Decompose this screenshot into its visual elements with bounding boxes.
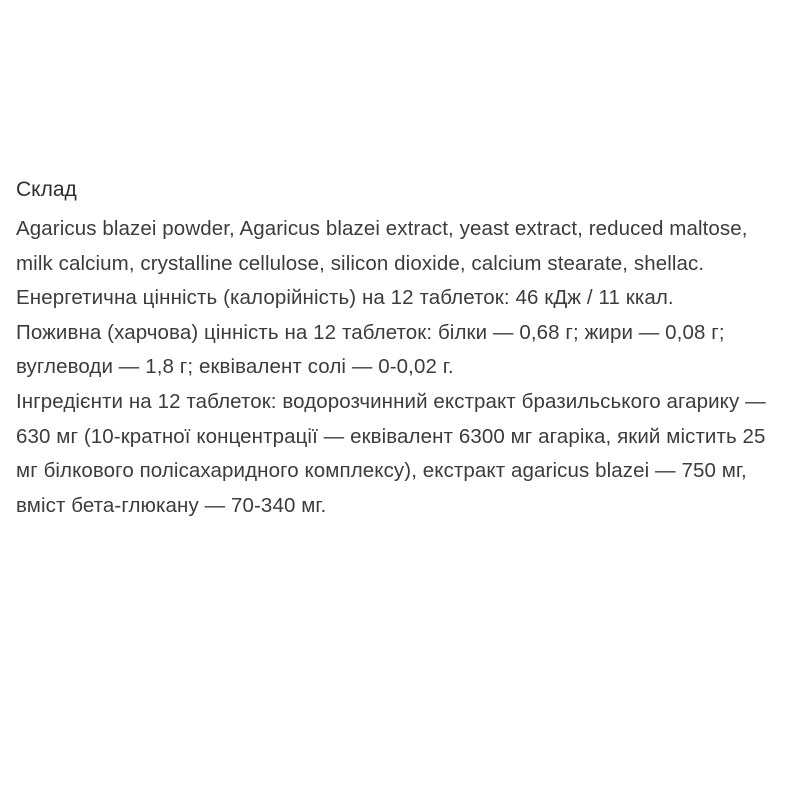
nutrition-value-text: Поживна (харчова) цінність на 12 таблеток: білки — 0,68 г; жири — 0,08 г; вуглеводи — 1,8 г; еквівалент солі — 0-0,02 г. — [16, 320, 725, 379]
section-title: Склад — [16, 178, 77, 201]
ingredients-text: Agaricus blazei powder, Agaricus blazei extract, yeast extract, reduced maltose, milk calcium, crystalline cellulose, silicon dioxide, calcium stearate, shellac. — [16, 217, 748, 275]
ingredients-per-tablets-text: Інгредієнти на 12 таблеток: водорозчинний екстракт бразильського агарику — 630 мг (10-кратної концентрації — еквівалент 6300 мг агаріка, який містить 25 мг білкового полісахаридного комплексу), екстракт agaricus blazei — 750 мг, вміст бета-глюкану — 70-340 мг. — [16, 389, 766, 517]
composition-section — [16, 172, 776, 523]
energy-value-text: Енергетична цінність (калорійність) на 12 таблеток: 46 кДж / 11 ккал. — [16, 286, 674, 310]
